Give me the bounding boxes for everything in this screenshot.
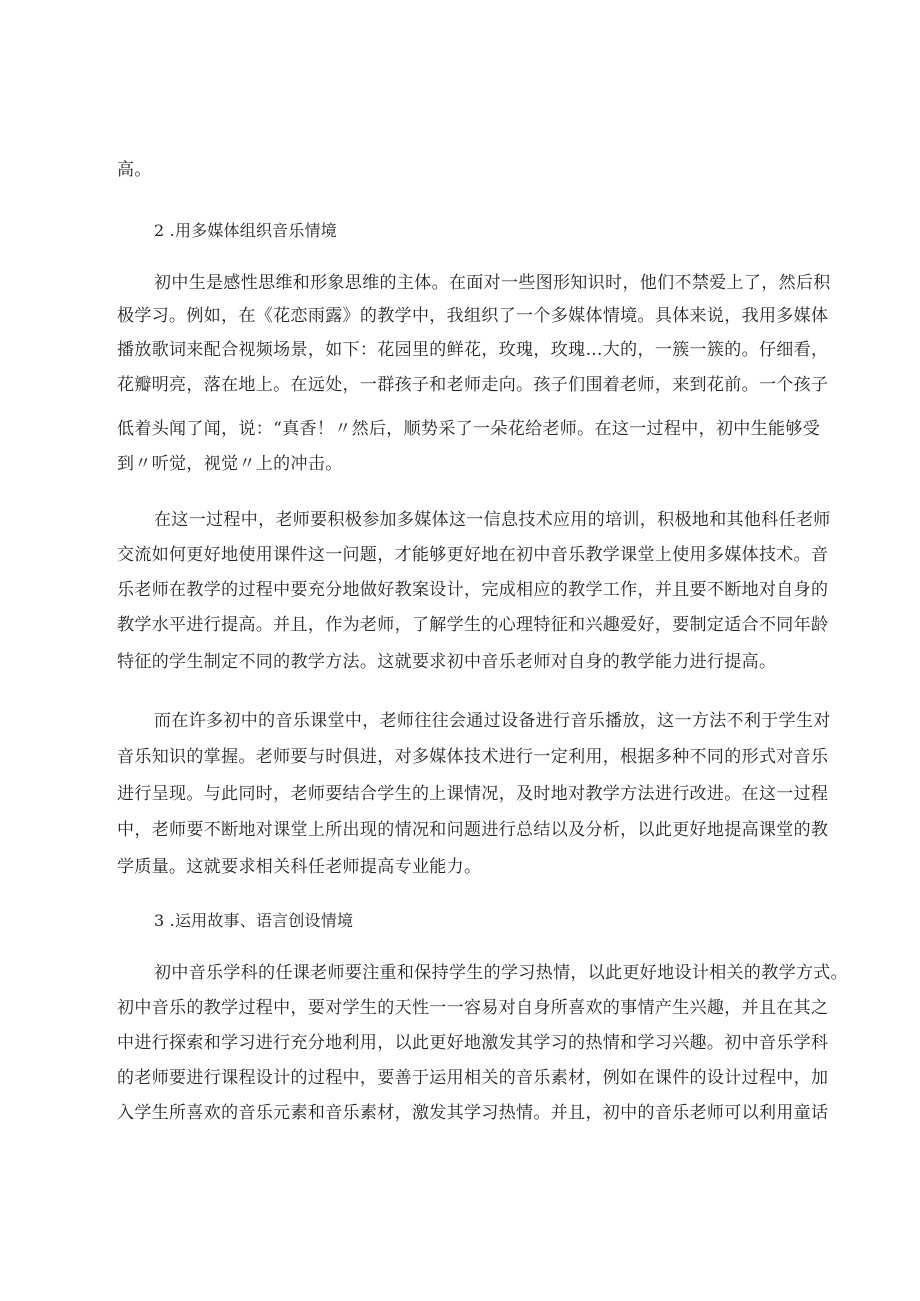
text-line: 进行呈现。与此同时，老师要结合学生的上课情况，及时地对教学方法进行改进。在这一过程: [117, 784, 829, 804]
text-line: 学质量。这就要求相关科任老师提高专业能力。: [117, 857, 482, 877]
text-line: 初中音乐的教学过程中，要对学生的天性一一容易对自身所喜欢的事情产生兴趣，并且在其之: [117, 998, 829, 1018]
text-fragment: 高。: [117, 160, 152, 180]
section-3-heading: 3 .运用故事、语言创设情境: [154, 911, 354, 930]
text-line: 到〃听觉，视觉〃上的冲击。: [117, 454, 343, 474]
text-line: 特征的学生制定不同的教学方法。这就要求初中音乐老师对自身的教学能力进行提高。: [117, 652, 777, 672]
text-line: 而在许多初中的音乐课堂中，老师往往会通过设备进行音乐播放，这一方法不利于学生对: [154, 711, 831, 731]
text-line: 播放歌词来配合视频场景，如下：花园里的鲜花，玫瑰，玫瑰…大的，一簇一簇的。仔细看，: [117, 340, 829, 360]
text-line: 的老师要进行课程设计的过程中，要善于运用相关的音乐素材，例如在课件的设计过程中，加: [117, 1068, 829, 1088]
text-line: 音乐知识的掌握。老师要与时俱进，对多媒体技术进行一定利用，根据多种不同的形式对音乐: [117, 747, 829, 767]
text-line: 初中生是感性思维和形象思维的主体。在面对一些图形知识时，他们不禁爱上了，然后积: [154, 273, 831, 293]
text-line: 花瓣明亮，落在地上。在远处，一群孩子和老师走向。孩子们围着老师，来到花前。一个孩子: [117, 375, 829, 395]
text-line: 极学习。例如，在《花恋雨露》的教学中，我组织了一个多媒体情境。具体来说，我用多媒体: [117, 306, 829, 326]
text-line: 中进行探索和学习进行充分地利用，以此更好地激发其学习的热情和学习兴趣。初中音乐学科: [117, 1033, 829, 1053]
text-line: 入学生所喜欢的音乐元素和音乐素材，激发其学习热情。并且，初中的音乐老师可以利用童话: [117, 1103, 829, 1123]
text-line: 教学水平进行提高。并且，作为老师，了解学生的心理特征和兴趣爱好，要制定适合不同年龄: [117, 615, 829, 635]
text-line: 在这一过程中，老师要积极参加多媒体这一信息技术应用的培训，积极地和其他科任老师: [154, 510, 831, 530]
text-line: 低着头闻了闻，说：“真香！〃然后，顺势采了一朵花给老师。在这一过程中，初中生能够受: [117, 419, 821, 439]
section-2-heading: 2 .用多媒体组织音乐情境: [154, 221, 337, 240]
text-line: 乐老师在教学的过程中要充分地做好教案设计，完成相应的教学工作，并且要不断地对自身的: [117, 580, 829, 600]
text-line: 交流如何更好地使用课件这一问题，才能够更好地在初中音乐教学课堂上使用多媒体技术。音: [117, 545, 829, 565]
text-line: 初中音乐学科的任课老师要注重和保持学生的学习热情，以此更好地设计相关的教学方式。: [154, 963, 848, 983]
text-line: 中，老师要不断地对课堂上所出现的情况和问题进行总结以及分析，以此更好地提高课堂的教: [117, 820, 829, 840]
